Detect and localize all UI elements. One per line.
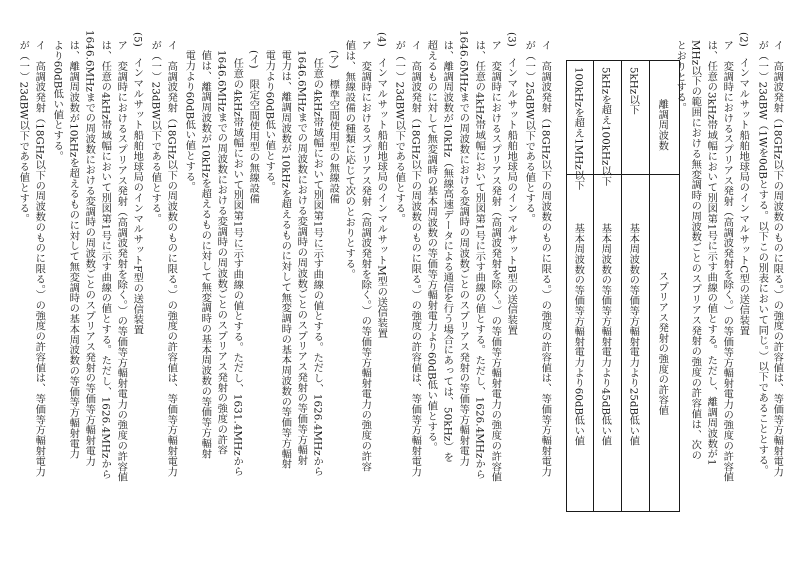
text-line: イ 高調波発射（18GHz以下の周波数のものに限る。）の強度の許容値は、等価等方輻射電力 xyxy=(165,40,178,477)
text-line: 任意の4kHz帯域幅において別図第1号に示す曲線の値とする。ただし、1631.4MHzから xyxy=(231,58,244,477)
text-line: が（一）23dBW以下である値とする。 xyxy=(17,40,30,224)
table-row-freq: 5kHzを超え100kHz以下 xyxy=(599,67,612,186)
text-line: (3) インマルサット船舶地球局のインマルサットB型の送信装置 xyxy=(505,32,518,336)
text-line: 1646.6MHzまでの周波数における変調時の周波数ごとのスプリアス発射の強度の許容 xyxy=(215,50,228,456)
text-line: ア 変調時におけるスプリアス発射（高調波発射を除く。）の等価等方輻射電力の強度の許容 xyxy=(359,40,372,472)
text-line: が（一）23dBW以下である値とする。 xyxy=(393,40,406,224)
text-line: が（一）23dBW（1Wを0dBとする。以下この別表において同じ。）以下であることとする。 xyxy=(756,40,769,476)
table-row-limit: 基本周波数の等価等方輻射電力より25dB低い値 xyxy=(627,223,640,446)
text-line: イ 高調波発射（18GHz以下の周波数のものに限る。）の強度の許容値は、等価等方輻射電力 xyxy=(409,40,422,477)
text-line: (2) インマルサット船舶地球局のインマルサットC型の送信装置 xyxy=(737,32,750,336)
text-line: は、任意の4kHz帯域幅において別図第1号に示す曲線の値とする。ただし、1626.4MHzから xyxy=(473,40,486,480)
text-line: イ 高調波発射（18GHz以下の周波数のものに限る。）の強度の許容値は、等価等方輻射電力 xyxy=(33,40,46,477)
text-line: 電力より60dB低い値とする。 xyxy=(263,50,276,193)
text-line: イ 高調波発射（18GHz以下の周波数のものに限る。）の強度の許容値は、等価等方輻射電力 xyxy=(771,40,784,477)
table-row-freq: 100kHzを超え1MHz以下 xyxy=(572,67,585,191)
text-line: ア 変調時におけるスプリアス発射（高調波発射を除く。）の等価等方輻射電力の強度の許容値 xyxy=(115,40,128,483)
table-header-freq: 離調周波数 xyxy=(656,99,669,151)
text-line: (4) インマルサット船舶地球局のインマルサットM型の送信装置 xyxy=(375,32,388,339)
text-line: (イ) 限定空間使用型の無線設備 xyxy=(247,50,260,204)
text-line: 超えるものに対して無変調時の基本周波数の等価等方輻射電力より60dB低い値とする。 xyxy=(425,40,438,453)
text-line: が（一）23dBW以下である値とする。 xyxy=(149,40,162,224)
text-line: MHz以下の範囲における無変調時の周波数ごとのスプリアス発射の強度の許容値は、次の xyxy=(689,40,702,461)
text-line: 1646.6MHzまでの周波数における変調時の周波数ごとのスプリアス発射の等価等方輻射電力 xyxy=(457,30,470,467)
text-line: 1646.6MHzまでの周波数における変調時の周波数ごとのスプリアス発射の等価等方輻射電力 xyxy=(83,30,96,467)
text-line: 電力より60dB低い値とする。 xyxy=(183,50,196,193)
text-line: 値は、無線設備の種類に応じて次のとおりとする。 xyxy=(343,40,356,280)
text-line: ア 変調時におけるスプリアス発射（高調波発射を除く。）の等価等方輻射電力の強度の許容値 xyxy=(721,40,734,483)
text-line: が（一）25dBW以下である値とする。 xyxy=(523,40,536,224)
text-line: 電力は、離調周波数が10kHzを超えるものに対して無変調時の基本周波数の等価等方輻射 xyxy=(279,50,292,470)
table-header-limit: スプリアス発射の強度の許容値 xyxy=(656,271,669,416)
text-line: 1646.6MHzまでの周波数における変調時の周波数ごとのスプリアス発射の等価等方輻射 xyxy=(295,50,308,466)
spurious-emission-table xyxy=(566,60,680,512)
text-line: ア 変調時におけるスプリアス発射（高調波発射を除く。）の等価等方輻射電力の強度の許容値 xyxy=(489,40,502,483)
text-line: より60dB低い値とする。 xyxy=(51,40,64,162)
text-line: 任意の4kHz帯域幅において別図第1号に示す曲線の値とする。ただし、1626.4MHzから xyxy=(311,58,324,477)
text-line: は、任意の4kHz帯域幅において別図第1号に示す曲線の値とする。ただし、1626.4MHzから xyxy=(99,40,112,480)
table-row-limit: 基本周波数の等価等方輻射電力より45dB低い値 xyxy=(599,223,612,446)
table-row-limit: 基本周波数の等価等方輻射電力より60dB低い値 xyxy=(572,223,585,446)
text-line: は、任意の3kHz帯域幅において別図第1号に示す曲線の値とする。ただし、離調周波数が1 xyxy=(705,40,718,466)
text-line: とおりとする。 xyxy=(674,40,687,113)
text-line: 値は、離調周波数が10kHzを超えるものに対して無変調時の基本周波数の等価等方輻射 xyxy=(199,50,212,459)
text-line: は、離調周波数が10kHzを超えるものに対して無変調時の基本周波数の等価等方輻射電力 xyxy=(67,40,80,460)
table-row-freq: 5kHz以下 xyxy=(627,67,640,115)
text-line: (ア) 標準空間使用型の無線設備 xyxy=(327,50,340,204)
text-line: (5) インマルサット船舶地球局のインマルサットF型の送信装置 xyxy=(131,32,144,335)
text-line: は、離調周波数が10kHz（無線高速データによる通信を行う場合にあっては、50kHz）を xyxy=(441,40,454,463)
text-line: イ 高調波発射（18GHz以下の周波数のものに限る。）の強度の許容値は、等価等方輻射電力 xyxy=(539,40,552,477)
